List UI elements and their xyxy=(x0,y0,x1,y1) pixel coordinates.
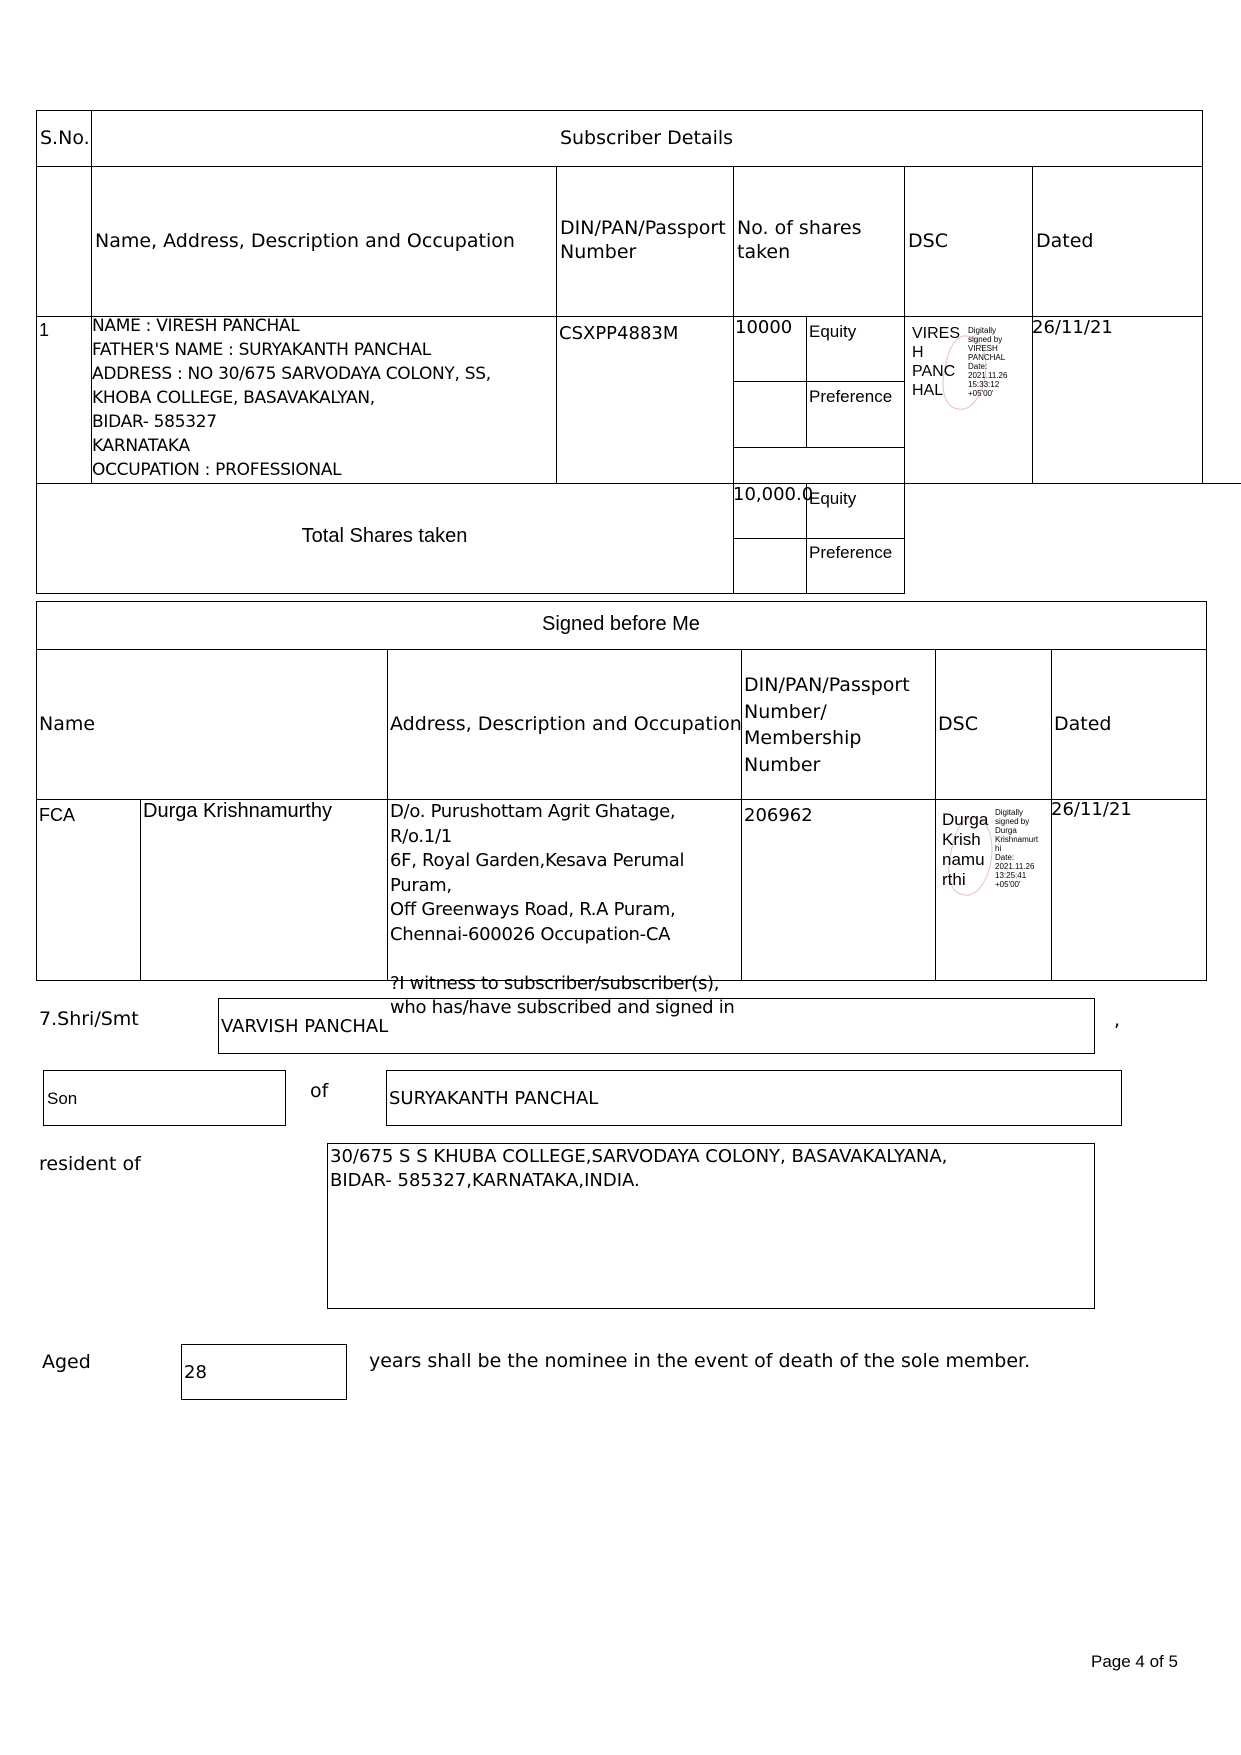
witness-dsc-header: DSC xyxy=(938,713,978,735)
witness-address-header: Address, Description and Occupation xyxy=(390,713,742,735)
dsc-signature-text: Digitally signed by VIRESH PANCHAL Date: 2021.11.26 15:33:12 +05'00' xyxy=(968,326,1008,398)
address-value: 30/675 S S KHUBA COLLEGE,SARVODAYA COLONY, BASAVAKALYANA, BIDAR- 585327,KARNATAKA,INDIA. xyxy=(330,1146,948,1191)
witness-dsc-signature-text: Digitally signed by Durga Krishnamurt hi Date: 2021.11.26 13:25:41 +05'00' xyxy=(995,808,1039,889)
preference-label: Preference xyxy=(809,387,893,406)
of-label: of xyxy=(310,1080,329,1102)
aged-label: Aged xyxy=(42,1351,91,1373)
equity-label: Equity xyxy=(809,322,857,341)
witness-din: 206962 xyxy=(744,805,813,826)
shares-column-header: No. of shares taken xyxy=(737,217,862,263)
nominee-statement: years shall be the nominee in the event of death of the sole member. xyxy=(369,1350,1031,1372)
age-value: 28 xyxy=(184,1362,207,1383)
total-equity-label: Equity xyxy=(809,489,857,508)
witness-dated-header: Dated xyxy=(1054,713,1112,735)
relation-value: Son xyxy=(47,1089,78,1108)
witness-dated: 26/11/21 xyxy=(1051,799,1132,820)
name-column-header: Name, Address, Description and Occupation xyxy=(95,230,515,252)
comma-mark: , xyxy=(1114,1009,1121,1031)
witness-name: Durga Krishnamurthy xyxy=(143,800,332,822)
total-shares-value: 10,000.0 xyxy=(733,484,814,505)
resident-of-label: resident of xyxy=(39,1153,141,1175)
dsc-column-header: DSC xyxy=(908,230,948,252)
sno-header: S.No. xyxy=(40,127,90,149)
subscriber-dated: 26/11/21 xyxy=(1032,317,1113,338)
signed-before-me-title: Signed before Me xyxy=(542,613,700,635)
father-name-value: SURYAKANTH PANCHAL xyxy=(389,1088,599,1109)
din-column-header: DIN/PAN/Passport Number xyxy=(560,217,726,263)
subscriber-din: CSXPP4883M xyxy=(559,323,679,344)
witness-address-text: D/o. Purushottam Agrit Ghatage, R/o.1/1 6F, Royal Garden,Kesava Perumal Puram, Off Greenways Road, R.A Puram, Chennai-600026 Occupation-CA ?I witness to subscriber/subscriber(s), who has/have subscribed and signed in xyxy=(390,801,735,1018)
total-shares-label: Total Shares taken xyxy=(301,525,468,547)
subscriber-details-cell: NAME : VIRESH PANCHAL FATHER'S NAME : SURYAKANTH PANCHAL ADDRESS : NO 30/675 SARVODAYA COLONY, SS, KHOBA COLLEGE, BASAVAKALYAN, BIDAR- 585327 KARNATAKA OCCUPATION : PROFESSIONAL xyxy=(92,316,491,480)
witness-prefix: FCA xyxy=(39,805,75,825)
page-number: Page 4 of 5 xyxy=(1091,1652,1178,1671)
nominee-name-field[interactable] xyxy=(218,998,1095,1054)
relation-field[interactable] xyxy=(43,1070,286,1126)
dated-column-header: Dated xyxy=(1036,230,1094,252)
shri-smt-label: 7.Shri/Smt xyxy=(39,1008,139,1030)
dsc-signer-name: VIRES H PANC HAL xyxy=(912,325,961,399)
nominee-name-value: VARVISH PANCHAL xyxy=(221,1016,389,1037)
total-preference-label: Preference xyxy=(809,543,893,562)
witness-address-cell xyxy=(388,800,740,1018)
father-name-field[interactable] xyxy=(386,1070,1122,1126)
witness-name-header: Name xyxy=(39,713,96,735)
witness-din-header: DIN/PAN/Passport Number/ Membership Number xyxy=(744,674,910,776)
subscriber-details-header: Subscriber Details xyxy=(559,127,734,149)
address-field[interactable] xyxy=(327,1143,1095,1309)
row-serial-number: 1 xyxy=(39,320,50,340)
witness-dsc-signer-name: Durga Krish namu rthi xyxy=(942,810,989,889)
subscriber-shares: 10000 xyxy=(735,317,793,338)
age-field[interactable] xyxy=(181,1344,347,1400)
